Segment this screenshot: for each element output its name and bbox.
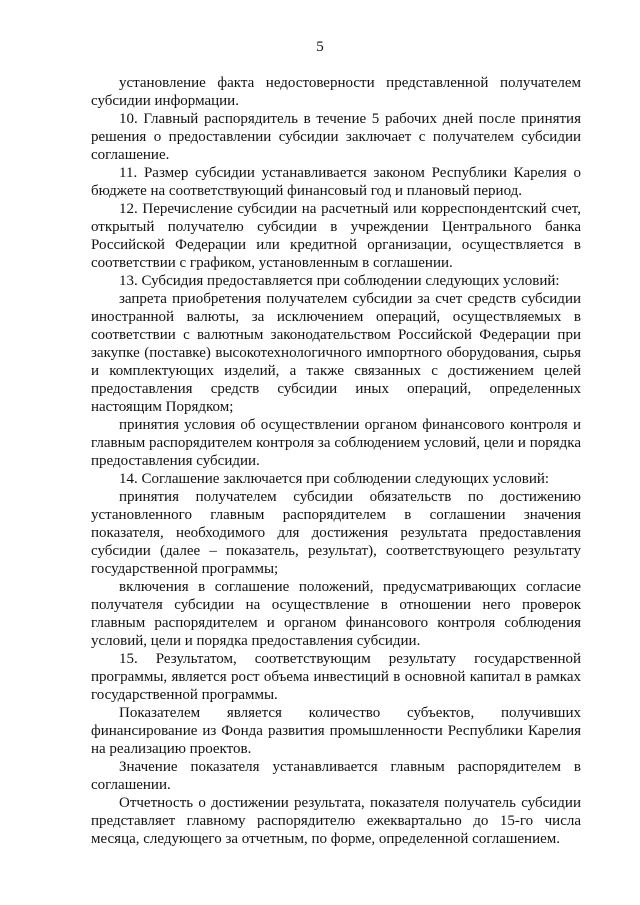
paragraph-13-condition-2: принятия условия об осуществлении органом финансового контроля и главным распорядителем контроля за соблюдением условий, цели и порядка предоставления субсидии. [91,417,581,469]
paragraph-14: 14. Соглашение заключается при соблюдении следующих условий: [119,471,550,487]
paragraph-indicator: Показателем является количество субъектов, получивших финансирование из Фонда развития промышленности Республики Карелия на реализацию проектов. [91,705,581,757]
paragraph-9-continuation: установление факта недостоверности представленной получателем субсидии информации. [91,75,581,109]
paragraph-indicator-value: Значение показателя устанавливается главным распорядителем в соглашении. [91,759,581,793]
paragraph-13: 13. Субсидия предоставляется при соблюдении следующих условий: [119,273,560,289]
paragraph-14-condition-1: принятия получателем субсидии обязательств по достижению установленного главным распорядителем в соглашении значения показателя, необходимого для достижения результата предоставления субсидии (далее – показатель, результат), соответствующего результату государственной программы; [91,489,581,577]
paragraph-reporting: Отчетность о достижении результата, показателя получатель субсидии представляет главному распорядителю ежеквартально до 15-го числа месяца, следующего за отчетным, по форме, определенной соглашением. [91,795,581,847]
paragraph-10: 10. Главный распорядитель в течение 5 рабочих дней после принятия решения о предоставлении субсидии заключает с получателем субсидии соглашение. [91,111,581,163]
document-body [91,74,581,848]
paragraph-12: 12. Перечисление субсидии на расчетный или корреспондентский счет, открытый получателю субсидии в учреждении Центрального банка Российской Федерации или кредитной организации, осуществляется в соответствии с графиком, установленным в соглашении. [91,201,581,271]
paragraph-14-condition-2: включения в соглашение положений, предусматривающих согласие получателя субсидии на осуществление в отношении него проверок главным распорядителем и органом финансового контроля соблюдения условий, цели и порядка предоставления субсидии. [91,579,581,649]
paragraph-13-condition-1: запрета приобретения получателем субсидии за счет средств субсидии иностранной валюты, за исключением операций, осуществляемых в соответствии с валютным законодательством Российской Федерации при закупке (поставке) высокотехнологичного импортного оборудования, сырья и комплектующих изделий, а также связанных с достижением целей предоставления средств субсидии иных операций, определенных настоящим Порядком; [91,291,581,415]
paragraph-11: 11. Размер субсидии устанавливается законом Республики Карелия о бюджете на соответствующий финансовый год и плановый период. [91,165,581,199]
page-number: 5 [316,39,324,55]
paragraph-15: 15. Результатом, соответствующим результату государственной программы, является рост объема инвестиций в основной капитал в рамках государственной программы. [91,651,581,703]
